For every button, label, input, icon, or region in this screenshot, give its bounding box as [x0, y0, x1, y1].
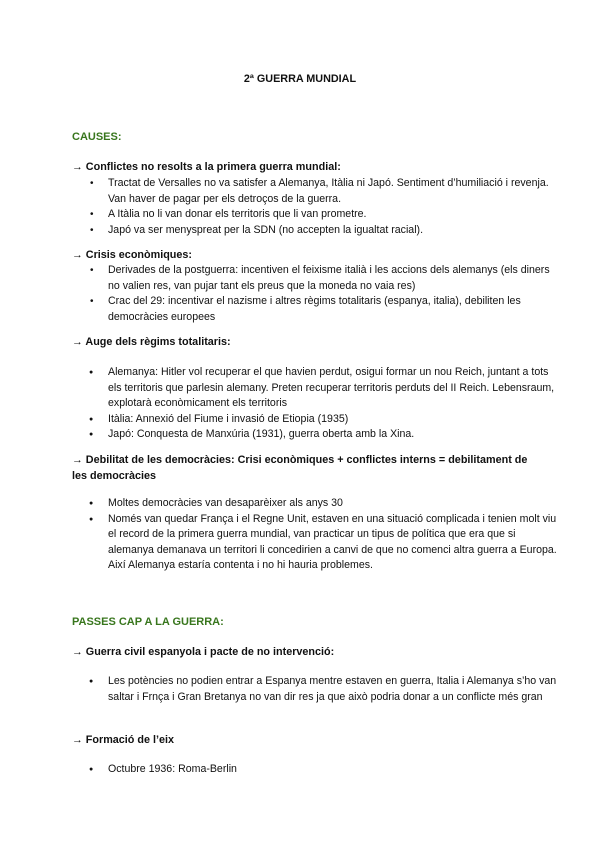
section-causes: CAUSES: [72, 131, 122, 143]
list-item: • A Itàlia no li van donar els territoris que li van prometre. [108, 207, 563, 223]
list-item: • Japó va ser menyspreat per la SDN (no accepten la igualtat racial). [108, 223, 563, 239]
list-item: ● Alemanya: Hitler vol recuperar el que havien perdut, osigui formar un nou Reich, juntant a tots els territoris que parlesin alemany. Preten recuperar territoris perduts del II Reich. Lebensraum, explotarà econòmicament els territoris [108, 365, 563, 412]
list-crisis [72, 263, 563, 325]
list-eix [72, 762, 563, 778]
list-item: ● Moltes democràcies van desaparèixer als anys 30 [108, 496, 563, 512]
document-title: 2ª GUERRA MUNDIAL [243, 73, 357, 85]
heading-auge: → Auge dels règims totalitaris: [72, 336, 231, 348]
heading-eix: → Formació de l’eix [72, 734, 175, 746]
list-conflictes [72, 176, 563, 238]
list-item: ● Només van quedar França i el Regne Unit, estaven en una situació complicada i tenien molt viu el record de la primera guerra mundial, van practicar un tipus de política que era que si alemanya demanava un territori li concedirien a canvi de que no comenci altra guerra a Europa. Així Alemanya estaría contenta i no hi hauria problemes. [108, 512, 563, 574]
list-item: • Crac del 29: incentivar el nazisme i altres règims totalitaris (espanya, italia), debiliten les democràcies europees [108, 294, 563, 325]
heading-guerra-civil: → Guerra civil espanyola i pacte de no intervenció: [72, 646, 335, 658]
list-item: ● Octubre 1936: Roma-Berlin [108, 762, 563, 778]
heading-debilitat: → Debilitat de les democràcies: Crisi econòmiques + conflictes interns = debilitament de les democràcies [72, 454, 528, 482]
section-passes: PASSES CAP A LA GUERRA: [72, 616, 224, 628]
list-item: ● Itàlia: Annexió del Fiume i invasió de Etiopia (1935) [108, 412, 563, 428]
list-item: ● Japó: Conquesta de Manxúria (1931), guerra oberta amb la Xina. [108, 427, 563, 443]
list-item: • Derivades de la postguerra: incentiven el feixisme italià i les accions dels alemanys (els diners no valien res, van pujar tant els preus que la moneda no vaia res) [108, 263, 563, 294]
list-item: • Tractat de Versalles no va satisfer a Alemanya, Itàlia ni Japó. Sentiment d’humiliació i revenja. Van haver de pagar per els detroços de la guerra. [108, 176, 563, 207]
list-auge [72, 365, 563, 443]
list-item: ● Les potències no podien entrar a Espanya mentre estaven en guerra, Italia i Alemanya s’ho van saltar i Frnça i Gran Bretanya no van dir res ja que això podria donar a un conflicte més gran [108, 674, 563, 705]
list-guerra-civil [72, 674, 563, 705]
heading-conflictes: → Conflictes no resolts a la primera guerra mundial: [72, 161, 341, 173]
list-debilitat [72, 496, 563, 574]
heading-crisis: → Crisis econòmiques: [72, 249, 192, 261]
